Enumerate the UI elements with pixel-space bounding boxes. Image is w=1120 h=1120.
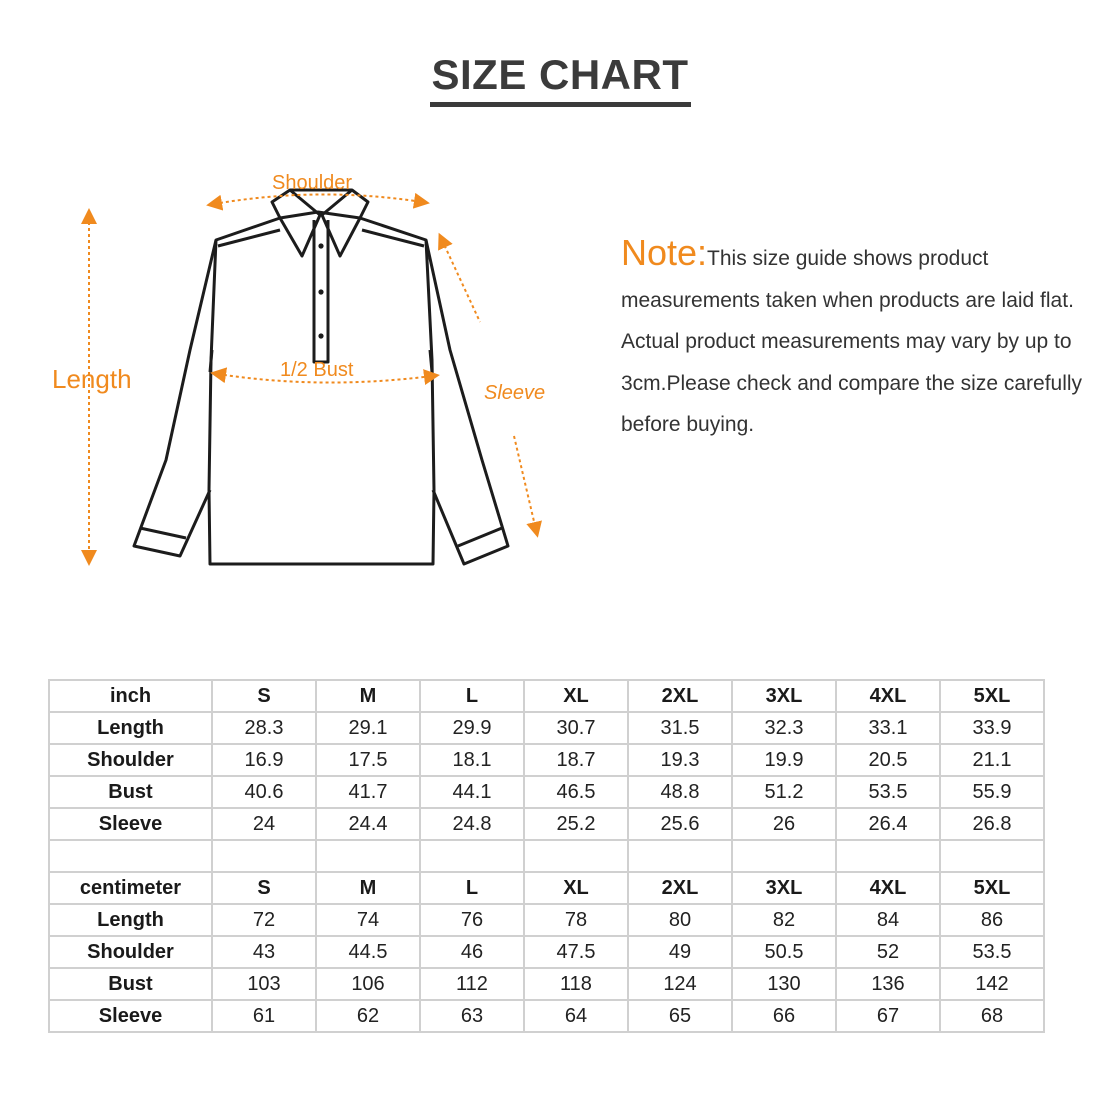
size-header-cell: 5XL xyxy=(940,872,1044,904)
row-label-cell: Shoulder xyxy=(49,936,212,968)
empty-cell xyxy=(420,840,524,872)
value-cell: 46.5 xyxy=(524,776,628,808)
value-cell: 51.2 xyxy=(732,776,836,808)
value-cell: 44.1 xyxy=(420,776,524,808)
value-cell: 31.5 xyxy=(628,712,732,744)
value-cell: 28.3 xyxy=(212,712,316,744)
value-cell: 24 xyxy=(212,808,316,840)
row-label-cell: Bust xyxy=(49,968,212,1000)
size-header-cell: 4XL xyxy=(836,680,940,712)
shoulder-label: Shoulder xyxy=(272,172,353,194)
value-cell: 124 xyxy=(628,968,732,1000)
size-table-body xyxy=(49,680,1044,1032)
sleeve-guide-top xyxy=(442,240,480,322)
spacer-row xyxy=(49,840,1044,872)
value-cell: 48.8 xyxy=(628,776,732,808)
empty-cell xyxy=(316,840,420,872)
value-cell: 53.5 xyxy=(836,776,940,808)
value-cell: 24.4 xyxy=(316,808,420,840)
size-header-cell: 3XL xyxy=(732,872,836,904)
value-cell: 63 xyxy=(420,1000,524,1032)
note-block xyxy=(621,232,1091,446)
table-row xyxy=(49,744,1044,776)
size-header-cell: 2XL xyxy=(628,680,732,712)
empty-cell xyxy=(836,840,940,872)
empty-cell xyxy=(940,840,1044,872)
value-cell: 46 xyxy=(420,936,524,968)
table-row xyxy=(49,808,1044,840)
value-cell: 41.7 xyxy=(316,776,420,808)
value-cell: 112 xyxy=(420,968,524,1000)
page-title: SIZE CHART xyxy=(430,50,691,107)
empty-cell xyxy=(524,840,628,872)
value-cell: 82 xyxy=(732,904,836,936)
value-cell: 32.3 xyxy=(732,712,836,744)
size-header-cell: M xyxy=(316,872,420,904)
value-cell: 118 xyxy=(524,968,628,1000)
value-cell: 64 xyxy=(524,1000,628,1032)
unit-header-cell: centimeter xyxy=(49,872,212,904)
value-cell: 130 xyxy=(732,968,836,1000)
value-cell: 106 xyxy=(316,968,420,1000)
table-header-row xyxy=(49,872,1044,904)
value-cell: 50.5 xyxy=(732,936,836,968)
value-cell: 26.8 xyxy=(940,808,1044,840)
value-cell: 29.9 xyxy=(420,712,524,744)
value-cell: 80 xyxy=(628,904,732,936)
length-label: Length xyxy=(52,364,132,394)
table-row xyxy=(49,712,1044,744)
value-cell: 33.9 xyxy=(940,712,1044,744)
shoulder-guide xyxy=(214,194,422,204)
value-cell: 53.5 xyxy=(940,936,1044,968)
value-cell: 67 xyxy=(836,1000,940,1032)
table-row xyxy=(49,904,1044,936)
note-text: This size guide shows product measurements taken when products are laid flat. Actual product measurements may vary by up to 3cm.Please check and compare the size carefully before buying. xyxy=(621,247,1083,436)
value-cell: 52 xyxy=(836,936,940,968)
size-header-cell: L xyxy=(420,872,524,904)
shirt-buttons xyxy=(318,243,323,338)
table-row xyxy=(49,1000,1044,1032)
sleeve-label: Sleeve xyxy=(484,382,546,404)
row-label-cell: Length xyxy=(49,904,212,936)
row-label-cell: Bust xyxy=(49,776,212,808)
empty-cell xyxy=(732,840,836,872)
value-cell: 33.1 xyxy=(836,712,940,744)
value-cell: 17.5 xyxy=(316,744,420,776)
value-cell: 142 xyxy=(940,968,1044,1000)
value-cell: 21.1 xyxy=(940,744,1044,776)
table-row xyxy=(49,936,1044,968)
value-cell: 43 xyxy=(212,936,316,968)
value-cell: 84 xyxy=(836,904,940,936)
size-header-cell: 4XL xyxy=(836,872,940,904)
bust-label: 1/2 Bust xyxy=(280,359,354,381)
empty-cell xyxy=(49,840,212,872)
size-header-cell: M xyxy=(316,680,420,712)
value-cell: 44.5 xyxy=(316,936,420,968)
size-header-cell: S xyxy=(212,872,316,904)
value-cell: 20.5 xyxy=(836,744,940,776)
value-cell: 40.6 xyxy=(212,776,316,808)
value-cell: 25.2 xyxy=(524,808,628,840)
note-label: Note: xyxy=(621,232,708,273)
value-cell: 76 xyxy=(420,904,524,936)
value-cell: 49 xyxy=(628,936,732,968)
value-cell: 66 xyxy=(732,1000,836,1032)
size-header-cell: S xyxy=(212,680,316,712)
size-header-cell: 3XL xyxy=(732,680,836,712)
value-cell: 136 xyxy=(836,968,940,1000)
value-cell: 55.9 xyxy=(940,776,1044,808)
size-header-cell: XL xyxy=(524,872,628,904)
row-label-cell: Sleeve xyxy=(49,808,212,840)
value-cell: 29.1 xyxy=(316,712,420,744)
value-cell: 68 xyxy=(940,1000,1044,1032)
size-header-cell: 5XL xyxy=(940,680,1044,712)
size-header-cell: 2XL xyxy=(628,872,732,904)
value-cell: 47.5 xyxy=(524,936,628,968)
page-title-wrap xyxy=(0,50,1120,107)
row-label-cell: Shoulder xyxy=(49,744,212,776)
value-cell: 78 xyxy=(524,904,628,936)
size-header-cell: L xyxy=(420,680,524,712)
value-cell: 16.9 xyxy=(212,744,316,776)
sleeve-guide-bottom xyxy=(514,436,536,530)
value-cell: 18.1 xyxy=(420,744,524,776)
value-cell: 19.9 xyxy=(732,744,836,776)
value-cell: 26 xyxy=(732,808,836,840)
value-cell: 30.7 xyxy=(524,712,628,744)
value-cell: 24.8 xyxy=(420,808,524,840)
value-cell: 74 xyxy=(316,904,420,936)
value-cell: 103 xyxy=(212,968,316,1000)
empty-cell xyxy=(628,840,732,872)
row-label-cell: Length xyxy=(49,712,212,744)
value-cell: 86 xyxy=(940,904,1044,936)
table-header-row xyxy=(49,680,1044,712)
value-cell: 18.7 xyxy=(524,744,628,776)
shirt-diagram xyxy=(40,160,580,600)
table-row xyxy=(49,968,1044,1000)
size-table xyxy=(48,679,1045,1033)
value-cell: 61 xyxy=(212,1000,316,1032)
value-cell: 65 xyxy=(628,1000,732,1032)
empty-cell xyxy=(212,840,316,872)
value-cell: 25.6 xyxy=(628,808,732,840)
value-cell: 26.4 xyxy=(836,808,940,840)
value-cell: 19.3 xyxy=(628,744,732,776)
value-cell: 62 xyxy=(316,1000,420,1032)
size-header-cell: XL xyxy=(524,680,628,712)
value-cell: 72 xyxy=(212,904,316,936)
unit-header-cell: inch xyxy=(49,680,212,712)
table-row xyxy=(49,776,1044,808)
row-label-cell: Sleeve xyxy=(49,1000,212,1032)
